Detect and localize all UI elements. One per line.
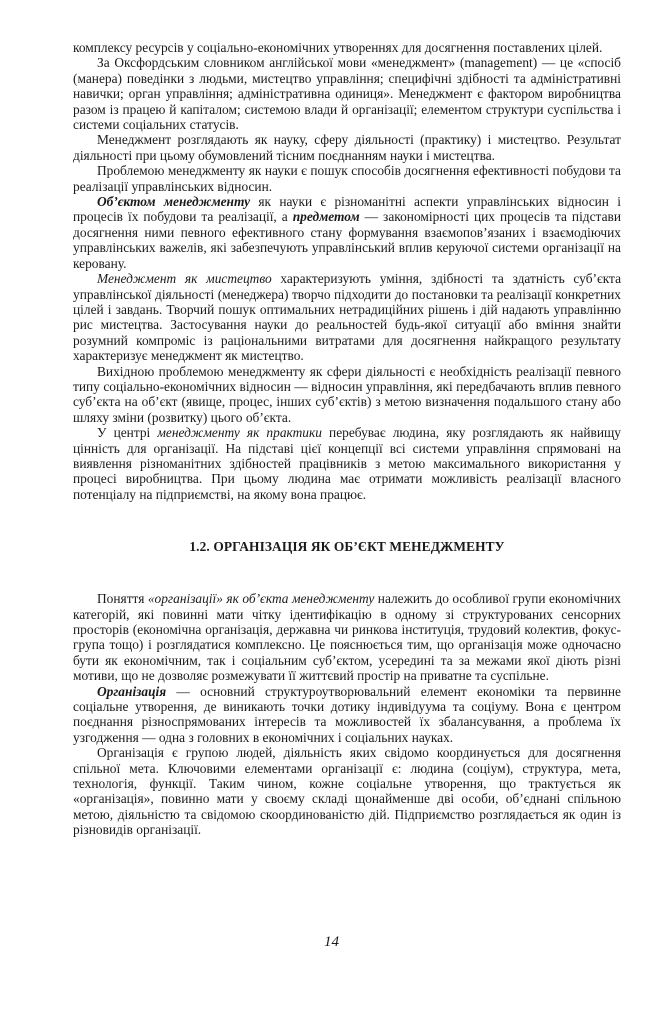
term-organization-object: «організації» як об’єкта менеджменту xyxy=(147,591,375,607)
text-span: характеризують уміння, здібності та здатність суб’єкта управлінської діяльності (менеджера) творчо підходити до постановки та реалізації конкретних цілей і завдань. Творчий пошук оптимальних нетрадиційних рішень і дій надають управлінню рис мистецтва. Застосування науки до реальностей будь-якої ситуації або вміння знайти розумний компроміс із раціональними витратами для досягнення найкращого результату характеризує менеджмент як мистецтво. xyxy=(73,271,622,364)
paragraph-management-as-art xyxy=(73,271,621,363)
paragraph-oxford-definition: За Оксфордським словником англійської мови «менеджмент» (management) — це «спосіб (манера) поведінки з людьми, мистецтво управління; специфічні здібності та адміністративні навички; орган управління; адміністративна одиниця». Менеджмент є фактором виробництва разом із працею й капіталом; системою влади й організації; елементом структури суспільства і системи соціальних статусів. xyxy=(73,55,621,133)
page-body xyxy=(73,40,621,838)
paragraph-practice xyxy=(73,425,621,502)
paragraph-activity-problem: Вихідною проблемою менеджменту як сфери діяльності є необхідність реалізації певного типу соціально-економічних відносин — відносин управління, які передбачають вплив певного суб’єкта на об’єкт (явище, процес, інших суб’єктів) з метою визначення подальшого стану або шляху зміни (розвитку) цього об’єкта. xyxy=(73,363,621,425)
term-subject: предметом xyxy=(292,209,360,225)
term-practice: менеджменту як практики xyxy=(157,425,322,441)
paragraph-object-subject xyxy=(73,194,621,271)
paragraph-continuation: комплексу ресурсів у соціально-економічних утвореннях для досягнення поставлених цілей. xyxy=(73,40,603,55)
text-span: Поняття xyxy=(97,591,148,607)
text-span: У центрі xyxy=(97,425,158,441)
text-span: перебуває людина, яку розглядають як найвищу цінність для організації. На підставі цієї концепції всі системи управління спрямовані на виявлення різноманітних здібностей працівників з метою максимального використання у процесі виробництва. При цьому людина має отримати можливість реалізації власного потенціалу на підприємстві, на якому вона працює. xyxy=(73,425,621,502)
term-object: Об’єктом менеджменту xyxy=(97,194,251,210)
page-number: 14 xyxy=(324,934,339,950)
paragraph-science-problem: Проблемою менеджменту як науки є пошук способів досягнення ефективності побудови та реалізації управлінських відносин. xyxy=(73,163,621,194)
term-management-as-art: Менеджмент як мистецтво xyxy=(97,271,272,287)
text-span: — закономірності цих процесів та підстави досягнення ними певного ефективного стану формування взаємопов’язаних і взаємодіючих управлінських важелів, які забезпечують управлінський вплив керуючої системи організації на керовану. xyxy=(73,209,622,271)
paragraph-management-science-art: Менеджмент розглядають як науку, сферу діяльності (практику) і мистецтво. Результат діяльності при цьому обумовлений тісним поєднанням науки і мистецтва. xyxy=(73,132,621,163)
paragraph-organization-definition xyxy=(73,684,621,746)
section-heading: 1.2. ОРГАНІЗАЦІЯ ЯК ОБ’ЄКТ МЕНЕДЖМЕНТУ xyxy=(189,539,505,555)
paragraph-organization-elements: Організація є групою людей, діяльність яких свідомо координується для досягнення спільної мета. Ключовими елементами організації є: людина (соціум), структура, мета, технологія, функції. Таким чином, кожне соціальне утворення, що трактується як «організація», повинно мати у своєму складі щонайменше дві особи, об’єднані спільною метою, діяльністю та свідомою скоординованістю дій. Підприємство розглядається як один із різновидів організації. xyxy=(73,745,621,838)
text-span: належить до особливої групи економічних категорій, які повинні мати чітку ідентифікацію в одному зі структурованих сенсорних просторів (економічна організація, державна чи ринкова інституція, трудовий колектив, фокус-група тощо) і розглядатися комплексно. Це пояснюється тим, що організація може одночасно бути як економічним, так і соціальним суб’єктом, усередині та за межами якої діють різні мотиви, що не дозволяє розмежувати її життєвий простір на приватне та суспільне. xyxy=(73,591,621,684)
text-span: — основний структуроутворювальний елемент економіки та первинне соціальне утворення, де виникають точки дотику індивідуума та соціуму. Вона є центром поєднання різноспрямованих інтересів та можливостей їх збалансування, а проблема їх узгодження — одна з головних в економічних і соціальних науках. xyxy=(73,683,621,745)
term-organization: Організація xyxy=(97,683,167,699)
text-span: як науки є різноманітні аспекти управлінських відносин і процесів їх побудови та реалізації, а xyxy=(73,194,621,225)
paragraph-organization-concept xyxy=(73,591,621,683)
